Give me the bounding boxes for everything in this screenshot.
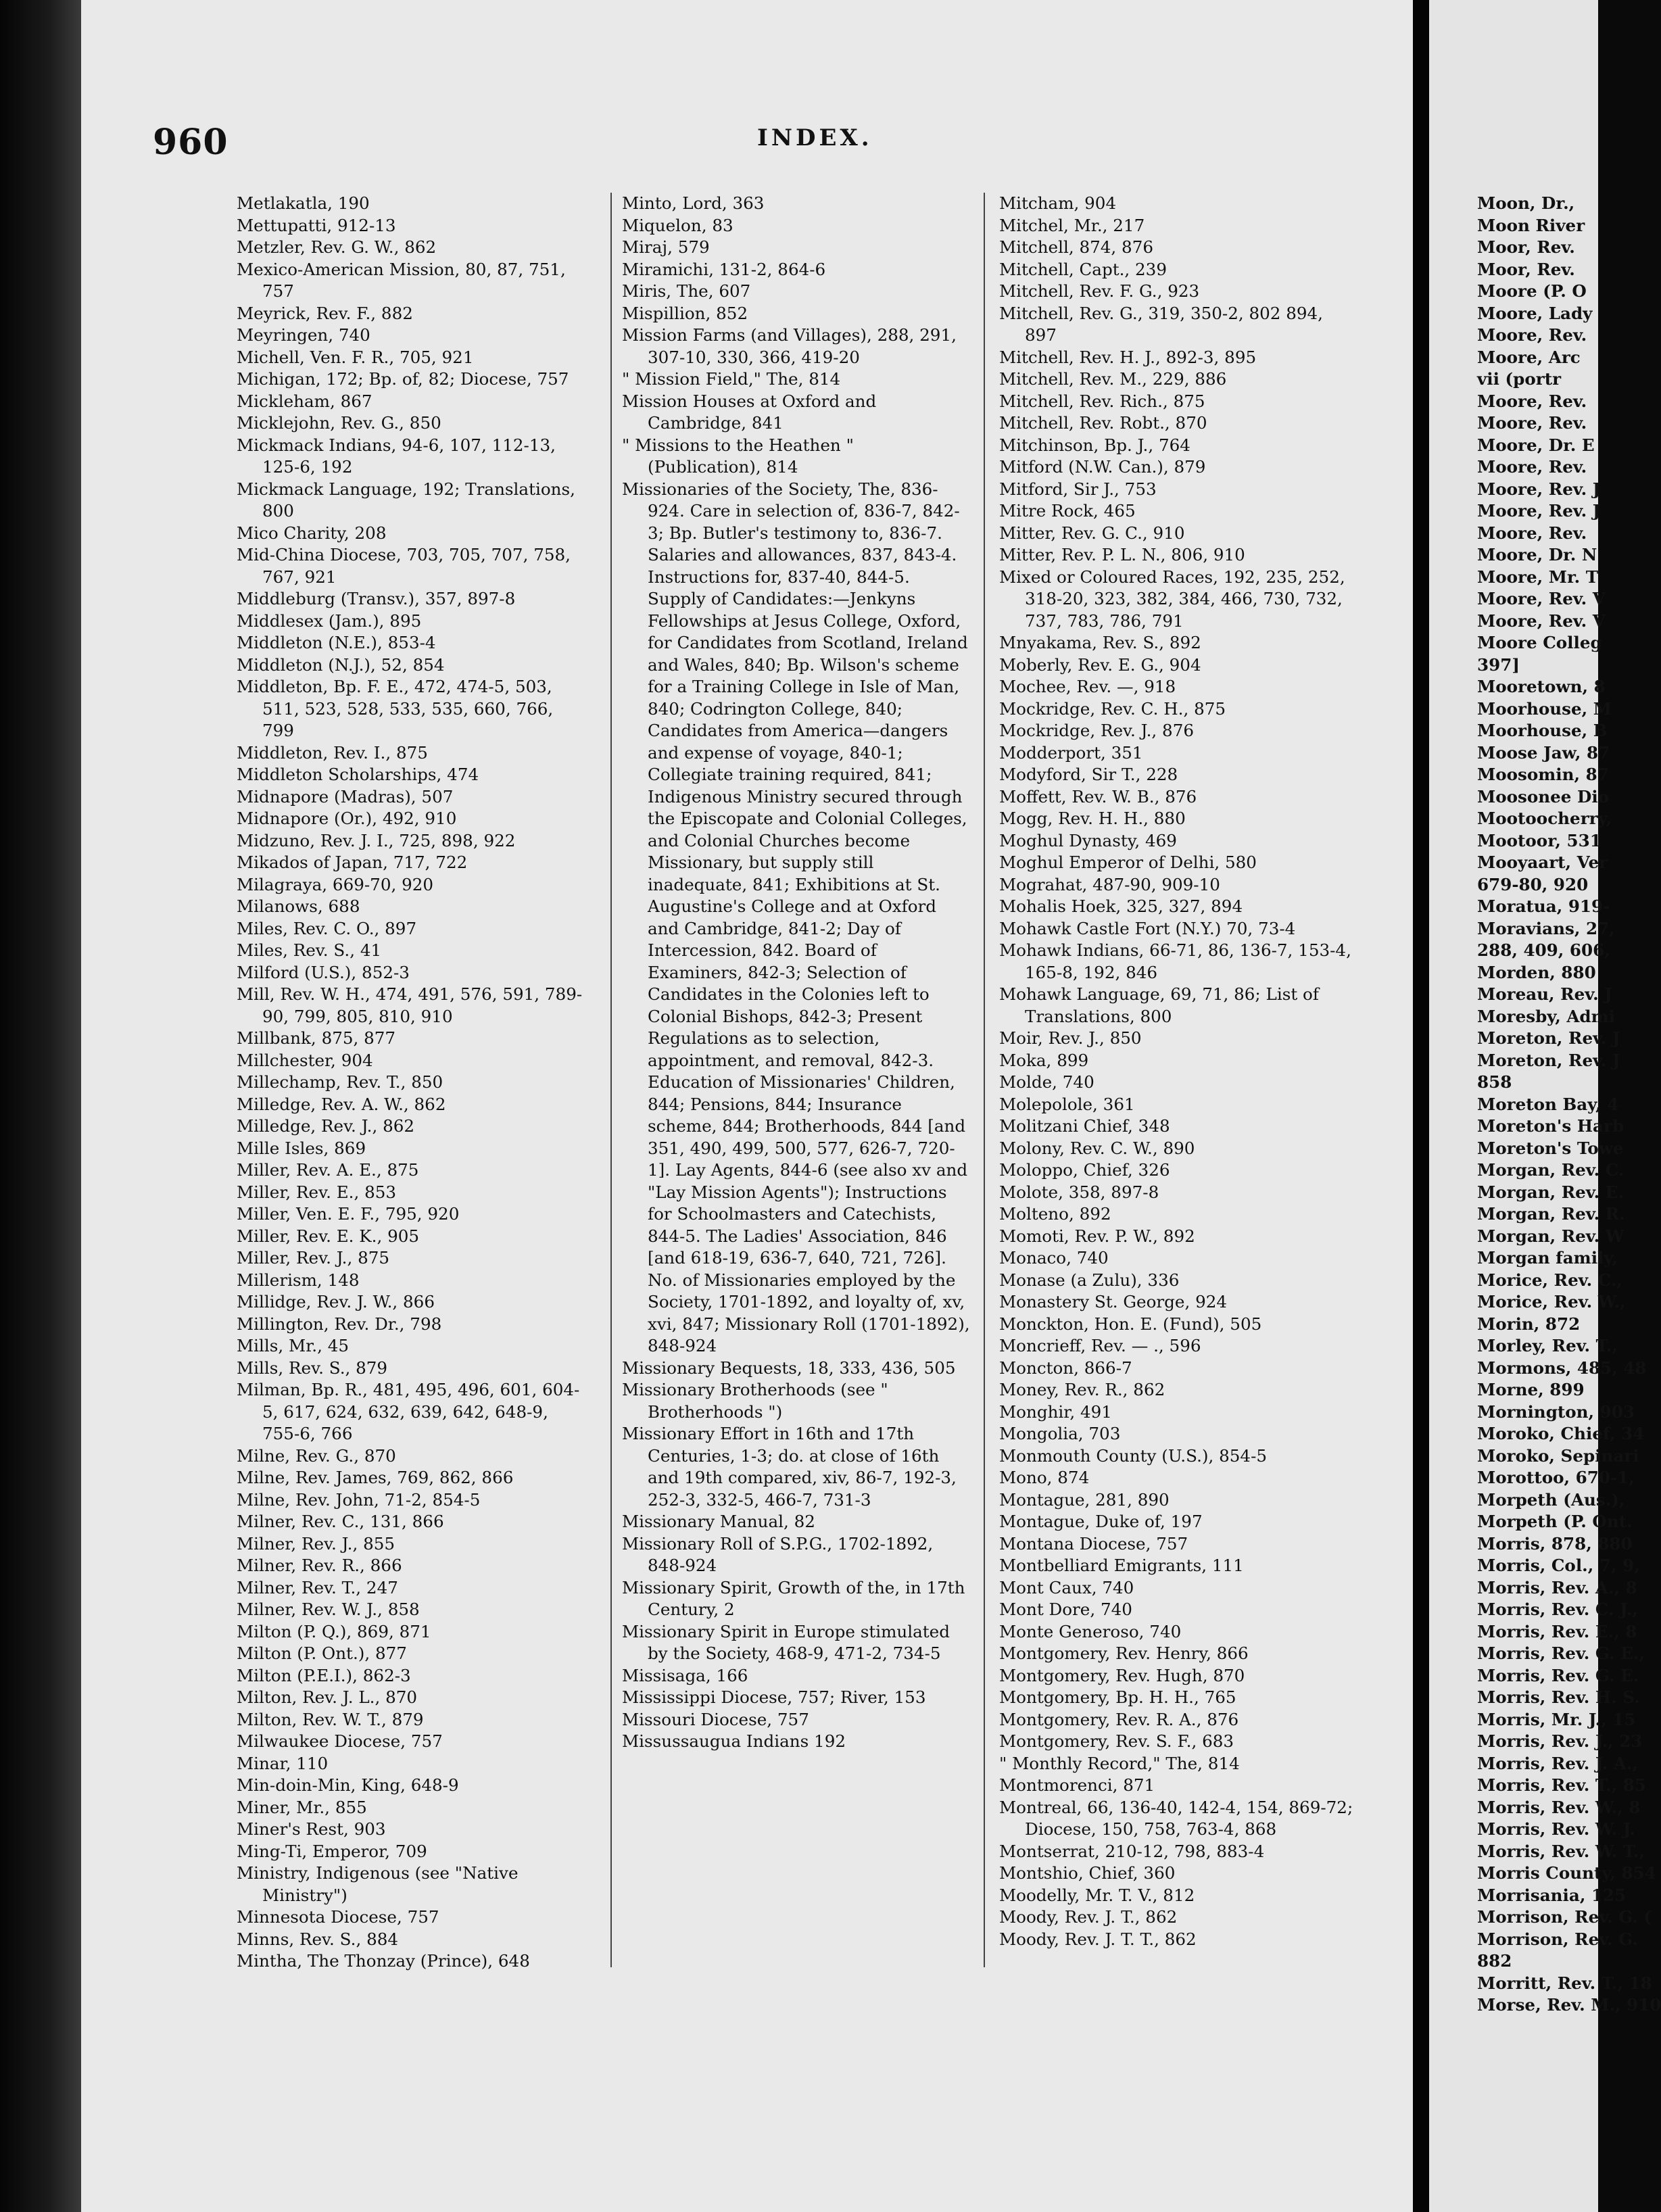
index-entry: Mill, Rev. W. H., 474, 491, 576, 591, 789-90, 799, 805, 810, 910 xyxy=(237,984,583,1026)
index-entry: Moorhouse, M xyxy=(1477,698,1612,719)
index-entry: Mohawk Indians, 66-71, 86, 136-7, 153-4, 165-8, 192, 846 xyxy=(999,940,1351,982)
index-entry: Middleton, Rev. I., 875 xyxy=(237,742,428,763)
index-entry: Moroko, Chief, 34 xyxy=(1477,1424,1645,1443)
index-entry: Morris, Rev. W. T., xyxy=(1477,1841,1645,1861)
index-entry: Mitchell, 874, 876 xyxy=(999,237,1153,257)
index-entry: Moore, Rev. V xyxy=(1477,610,1606,631)
index-entry: Mockridge, Rev. J., 876 xyxy=(999,721,1194,740)
column-rule xyxy=(984,193,985,1967)
index-entry: Mintha, The Thonzay (Prince), 648 xyxy=(237,1951,530,1971)
index-entry: Mohawk Language, 69, 71, 86; List of Translations, 800 xyxy=(999,984,1319,1026)
index-entry: Middleton (N.E.), 853-4 xyxy=(237,633,436,652)
index-entry: Modderport, 351 xyxy=(999,742,1143,763)
index-entry: Morgan, Rev. W xyxy=(1477,1226,1624,1246)
index-entry: Moffett, Rev. W. B., 876 xyxy=(999,786,1197,807)
index-entry: Mograhat, 487-90, 909-10 xyxy=(999,874,1220,894)
index-entry: Montmorenci, 871 xyxy=(999,1775,1155,1795)
index-entry: Monase (a Zulu), 336 xyxy=(999,1270,1180,1290)
index-entry: Mission Houses at Oxford and Cambridge, 841 xyxy=(622,391,877,433)
index-entry: Moore Colleg xyxy=(1477,633,1602,652)
index-entry: Moresby, Admi xyxy=(1477,1006,1615,1026)
index-entry: Moore, Rev. J xyxy=(1477,479,1601,499)
index-entry: Mitchinson, Bp. J., 764 xyxy=(999,435,1190,455)
index-entry: Montague, Duke of, 197 xyxy=(999,1512,1203,1531)
index-entry: Milton (P.E.I.), 862-3 xyxy=(237,1665,411,1685)
index-entry: Milner, Rev. T., 247 xyxy=(237,1577,398,1597)
index-entry: Milton, Rev. W. T., 879 xyxy=(237,1709,424,1729)
index-entry: Mitchell, Rev. H. J., 892-3, 895 xyxy=(999,347,1257,367)
index-entry: Molepolole, 361 xyxy=(999,1094,1135,1114)
index-entry: Moore, Rev. xyxy=(1477,391,1587,411)
index-entry: Missussaugua Indians 192 xyxy=(622,1731,846,1751)
index-entry: Monmouth County (U.S.), 854-5 xyxy=(999,1445,1268,1466)
index-entry: Midzuno, Rev. J. I., 725, 898, 922 xyxy=(237,830,516,850)
index-entry: Morris, Rev. E., 8 xyxy=(1477,1621,1637,1641)
index-entry: Montague, 281, 890 xyxy=(999,1489,1170,1510)
index-entry: Montana Diocese, 757 xyxy=(999,1533,1188,1554)
index-entry: Moor, Rev. xyxy=(1477,259,1575,279)
index-entry: Morgan, Rev. R. xyxy=(1477,1204,1625,1224)
index-entry: Morottoo, 670-1, xyxy=(1477,1468,1635,1487)
index-entry: Morris, Rev. T., 85 xyxy=(1477,1775,1646,1795)
index-entry: Ming-Ti, Emperor, 709 xyxy=(237,1841,427,1861)
index-entry: Moore, Rev. V xyxy=(1477,589,1606,608)
index-entry: Mixed or Coloured Races, 192, 235, 252, 318-20, 323, 382, 384, 466, 730, 732, 737, 783, 786, 791 xyxy=(999,567,1345,631)
index-entry: Mexico-American Mission, 80, 87, 751, 757 xyxy=(237,259,566,301)
index-entry: Mont Dore, 740 xyxy=(999,1600,1132,1619)
index-entry: Monaco, 740 xyxy=(999,1248,1109,1268)
index-entry: Milton, Rev. J. L., 870 xyxy=(237,1687,418,1707)
index-entry: Moghul Emperor of Delhi, 580 xyxy=(999,852,1257,872)
index-entry: Molony, Rev. C. W., 890 xyxy=(999,1138,1195,1158)
index-entry: Miris, The, 607 xyxy=(622,281,751,301)
index-entry: Molde, 740 xyxy=(999,1072,1094,1092)
index-entry: Mootoor, 531 xyxy=(1477,830,1602,850)
index-entry: Mille Isles, 869 xyxy=(237,1138,366,1158)
index-entry: Mission Farms (and Villages), 288, 291, 307-10, 330, 366, 419-20 xyxy=(622,325,957,367)
index-entry: Morrisania, 125 xyxy=(1477,1885,1627,1905)
index-entry: Mono, 874 xyxy=(999,1468,1090,1487)
index-entry: Montreal, 66, 136-40, 142-4, 154, 869-72; Diocese, 150, 758, 763-4, 868 xyxy=(999,1797,1353,1839)
index-entry: Morris, Rev. W. J. xyxy=(1477,1819,1636,1839)
index-entry: Morrison, Rev. G. xyxy=(1477,1929,1638,1949)
index-entry: Moore, Dr. E xyxy=(1477,435,1595,455)
index-entry: Mickmack Language, 192; Translations, 800 xyxy=(237,479,575,521)
index-entry: Mooyaart, Ver xyxy=(1477,852,1608,872)
index-entry: Mitter, Rev. G. C., 910 xyxy=(999,523,1185,543)
index-entry: Mico Charity, 208 xyxy=(237,523,387,543)
index-entry: Mochee, Rev. —, 918 xyxy=(999,677,1176,696)
index-entry: Miramichi, 131-2, 864-6 xyxy=(622,259,826,279)
index-entry: Morris, Rev. J. A., xyxy=(1477,1753,1638,1773)
index-entry: Morgan, Rev. E. xyxy=(1477,1182,1624,1202)
index-entry: Moroko, Sepinari xyxy=(1477,1445,1639,1466)
column-rule xyxy=(610,193,612,1967)
index-entry: Morris County, 854 xyxy=(1477,1863,1656,1883)
index-entry: Montbelliard Emigrants, 111 xyxy=(999,1556,1244,1575)
index-entry: 679-80, 920 xyxy=(1477,874,1589,894)
index-entry: Miner's Rest, 903 xyxy=(237,1819,386,1839)
index-entry: Minar, 110 xyxy=(237,1753,329,1773)
index-entry: Moreton's Harb xyxy=(1477,1116,1624,1136)
index-entry: Mitchell, Rev. Robt., 870 xyxy=(999,413,1207,433)
index-entry: Morice, Rev. W., xyxy=(1477,1292,1626,1312)
index-entry: Mills, Mr., 45 xyxy=(237,1336,350,1355)
index-entry: Morris, Rev. H. S. xyxy=(1477,1687,1640,1707)
index-entry: Millerism, 148 xyxy=(237,1270,360,1290)
index-entry: Moore, Dr. N xyxy=(1477,545,1597,564)
index-entry: Milne, Rev. James, 769, 862, 866 xyxy=(237,1468,514,1487)
index-entry: Morris, Col., 7, 9, xyxy=(1477,1556,1640,1575)
index-entry: vii (portr xyxy=(1477,369,1562,389)
index-entry: Mitchell, Capt., 239 xyxy=(999,259,1167,279)
index-entry: Middlesex (Jam.), 895 xyxy=(237,610,422,631)
index-entry: Missionary Brotherhoods (see " Brotherhoods ") xyxy=(622,1380,888,1422)
index-entry: Mogg, Rev. H. H., 880 xyxy=(999,809,1186,828)
index-entry: Mnyakama, Rev. S., 892 xyxy=(999,633,1201,652)
index-entry: Milwaukee Diocese, 757 xyxy=(237,1731,443,1751)
index-entry: Moore (P. O xyxy=(1477,281,1587,301)
index-entry: Morice, Rev. C., xyxy=(1477,1270,1622,1290)
index-entry: Moose Jaw, 87 xyxy=(1477,742,1610,763)
index-entry: Missionary Spirit in Europe stimulated by the Society, 468-9, 471-2, 734-5 xyxy=(622,1621,950,1663)
index-entry: Moravians, 27, xyxy=(1477,918,1615,938)
index-entry: Milman, Bp. R., 481, 495, 496, 601, 604-5, 617, 624, 632, 639, 642, 648-9, 755-6, 766 xyxy=(237,1380,580,1443)
index-entry: Mickmack Indians, 94-6, 107, 112-13, 125-6, 192 xyxy=(237,435,556,477)
index-entry: Milford (U.S.), 852-3 xyxy=(237,962,410,982)
index-entry: Mickleham, 867 xyxy=(237,391,372,411)
index-entry: Milledge, Rev. J., 862 xyxy=(237,1116,415,1136)
index-entry: Moloppo, Chief, 326 xyxy=(999,1160,1170,1180)
index-entry: Montgomery, Rev. S. F., 683 xyxy=(999,1731,1234,1751)
index-column-1 xyxy=(237,193,588,1973)
index-entry: Morden, 880 xyxy=(1477,962,1596,982)
index-entry: Ministry, Indigenous (see "Native Ministry") xyxy=(237,1863,519,1905)
index-entry: Monte Generoso, 740 xyxy=(999,1621,1182,1641)
index-entry: Midnapore (Madras), 507 xyxy=(237,786,454,807)
index-entry: Morris, Rev. A., 8 xyxy=(1477,1577,1637,1597)
index-entry: Morne, 899 xyxy=(1477,1380,1585,1399)
index-entry: Mitchell, Rev. G., 319, 350-2, 802 894, 897 xyxy=(999,303,1324,345)
index-entry: Moreton, Rev. J xyxy=(1477,1028,1620,1048)
index-entry: Moore, Rev. xyxy=(1477,457,1587,477)
index-entry: Miquelon, 83 xyxy=(622,215,733,235)
index-entry: Moreau, Rev. J xyxy=(1477,984,1612,1004)
index-entry: Missouri Diocese, 757 xyxy=(622,1709,809,1729)
index-entry: Meyrick, Rev. F., 882 xyxy=(237,303,413,323)
index-entry: Mitchell, Rev. F. G., 923 xyxy=(999,281,1200,301)
index-entry: Molitzani Chief, 348 xyxy=(999,1116,1170,1136)
index-entry: Mitre Rock, 465 xyxy=(999,501,1136,521)
index-entry: Mitford, Sir J., 753 xyxy=(999,479,1157,499)
index-entry: Morris, Rev. C. J., xyxy=(1477,1600,1638,1619)
index-entry: Metlakatla, 190 xyxy=(237,193,370,213)
index-entry: Morris, Mr. J., 15 xyxy=(1477,1709,1636,1729)
index-entry: Middleton Scholarships, 474 xyxy=(237,765,479,784)
index-entry: Morgan family, xyxy=(1477,1248,1618,1268)
index-entry: Mississippi Diocese, 757; River, 153 xyxy=(622,1687,926,1707)
index-entry: Mormons, 485, 48 xyxy=(1477,1357,1647,1378)
index-entry: Missionary Manual, 82 xyxy=(622,1512,815,1531)
index-entry: Monckton, Hon. E. (Fund), 505 xyxy=(999,1314,1262,1334)
index-entry: Moor, Rev. xyxy=(1477,237,1575,257)
index-entry: Moore, Rev. xyxy=(1477,413,1587,433)
index-entry: Mont Caux, 740 xyxy=(999,1577,1134,1597)
index-entry: Molteno, 892 xyxy=(999,1204,1111,1224)
index-entry: 288, 409, 606, xyxy=(1477,940,1610,960)
index-entry: Miller, Rev. E. K., 905 xyxy=(237,1226,420,1246)
index-entry: Mockridge, Rev. C. H., 875 xyxy=(999,698,1226,719)
index-entry: Mongolia, 703 xyxy=(999,1424,1121,1443)
index-entry: Missionary Spirit, Growth of the, in 17th Century, 2 xyxy=(622,1577,965,1619)
index-entry: Milner, Rev. R., 866 xyxy=(237,1556,402,1575)
index-entry: Mitchell, Rev. M., 229, 886 xyxy=(999,369,1227,389)
index-entry: Millchester, 904 xyxy=(237,1050,373,1070)
index-entry: Miles, Rev. S., 41 xyxy=(237,940,382,960)
index-entry: Mitchel, Mr., 217 xyxy=(999,215,1145,235)
index-entry: Minto, Lord, 363 xyxy=(622,193,765,213)
index-entry: Montgomery, Rev. R. A., 876 xyxy=(999,1709,1239,1729)
index-entry: Millidge, Rev. J. W., 866 xyxy=(237,1292,435,1312)
index-entry: Molote, 358, 897-8 xyxy=(999,1182,1159,1202)
index-entry: Miller, Rev. J., 875 xyxy=(237,1248,390,1268)
index-entry: Moorhouse, B xyxy=(1477,721,1608,740)
index-entry: Mohalis Hoek, 325, 327, 894 xyxy=(999,896,1243,916)
page-number: 960 xyxy=(153,122,228,163)
index-entry: Meyringen, 740 xyxy=(237,325,370,345)
index-entry: Montgomery, Rev. Henry, 866 xyxy=(999,1643,1249,1663)
index-entry: Millechamp, Rev. T., 850 xyxy=(237,1072,443,1092)
index-entry: Miles, Rev. C. O., 897 xyxy=(237,918,417,938)
index-entry: Millington, Rev. Dr., 798 xyxy=(237,1314,442,1334)
index-entry: Mitter, Rev. P. L. N., 806, 910 xyxy=(999,545,1245,564)
index-entry: Moore, Lady xyxy=(1477,303,1593,323)
gutter-shadow xyxy=(1413,0,1429,2212)
index-entry: Mettupatti, 912-13 xyxy=(237,215,396,235)
index-entry: Milne, Rev. G., 870 xyxy=(237,1445,396,1466)
index-entry: Minns, Rev. S., 884 xyxy=(237,1929,399,1949)
index-entry: Milton (P. Ont.), 877 xyxy=(237,1643,407,1663)
index-entry: Milanows, 688 xyxy=(237,896,360,916)
index-entry: Middleton, Bp. F. E., 472, 474-5, 503, 511, 523, 528, 533, 535, 660, 766, 799 xyxy=(237,677,554,740)
index-entry: Montserrat, 210-12, 798, 883-4 xyxy=(999,1841,1265,1861)
index-entry: Milagraya, 669-70, 920 xyxy=(237,874,434,894)
index-entry: Miller, Rev. A. E., 875 xyxy=(237,1160,419,1180)
index-entry: Morse, Rev. M., 910 xyxy=(1477,1995,1661,2015)
index-entry: Modyford, Sir T., 228 xyxy=(999,765,1178,784)
index-entry: Moon River xyxy=(1477,215,1585,235)
index-entry: Missionary Effort in 16th and 17th Centuries, 1-3; do. at close of 16th and 19th compared, xiv, 86-7, 192-3, 252-3, 332-5, 466-7, 731-3 xyxy=(622,1424,957,1510)
index-entry: Millbank, 875, 877 xyxy=(237,1028,396,1048)
index-entry: Milne, Rev. John, 71-2, 854-5 xyxy=(237,1489,481,1510)
index-entry: Moore, Rev. xyxy=(1477,523,1587,543)
index-entry: Monastery St. George, 924 xyxy=(999,1292,1228,1312)
index-entry: Michell, Ven. F. R., 705, 921 xyxy=(237,347,474,367)
index-entry: Moore, Rev. xyxy=(1477,325,1587,345)
index-entry: Midnapore (Or.), 492, 910 xyxy=(237,809,457,828)
index-entry: Moir, Rev. J., 850 xyxy=(999,1028,1142,1048)
index-entry: Morris, Rev. G. E. xyxy=(1477,1665,1639,1685)
index-entry: Morris, Rev. W., 8 xyxy=(1477,1797,1641,1817)
index-entry: Mikados of Japan, 717, 722 xyxy=(237,852,468,872)
index-entry: Moghul Dynasty, 469 xyxy=(999,830,1177,850)
index-entry: Morrison, Rev. G. ( xyxy=(1477,1907,1652,1927)
index-entry: Montgomery, Rev. Hugh, 870 xyxy=(999,1665,1245,1685)
index-entry: Montshio, Chief, 360 xyxy=(999,1863,1176,1883)
index-entry: Michigan, 172; Bp. of, 82; Diocese, 757 xyxy=(237,369,569,389)
index-entry: Mootoocherry, xyxy=(1477,809,1612,828)
index-entry: Moodelly, Mr. T. V., 812 xyxy=(999,1885,1195,1905)
index-entry: Momoti, Rev. P. W., 892 xyxy=(999,1226,1195,1246)
index-entry: Miner, Mr., 855 xyxy=(237,1797,367,1817)
index-entry: Milner, Rev. W. J., 858 xyxy=(237,1600,420,1619)
index-entry: Miller, Rev. E., 853 xyxy=(237,1182,397,1202)
index-entry: Morris, Rev. J., 23 xyxy=(1477,1731,1643,1751)
index-entry: Moore, Arc xyxy=(1477,347,1581,367)
index-entry: Moncton, 866-7 xyxy=(999,1357,1132,1378)
index-entry: Moosomin, 87 xyxy=(1477,765,1609,784)
index-entry: Mitcham, 904 xyxy=(999,193,1117,213)
index-entry: Money, Rev. R., 862 xyxy=(999,1380,1165,1399)
index-entry: Mills, Rev. S., 879 xyxy=(237,1357,388,1378)
index-entry: Milner, Rev. J., 855 xyxy=(237,1533,395,1554)
index-entry: 882 xyxy=(1477,1951,1512,1971)
index-entry: Min-doin-Min, King, 648-9 xyxy=(237,1775,459,1795)
index-entry: Miller, Ven. E. F., 795, 920 xyxy=(237,1204,460,1224)
index-entry: Middleburg (Transv.), 357, 897-8 xyxy=(237,589,516,608)
index-entry: Morritt, Rev. T., 18 xyxy=(1477,1973,1652,1993)
index-entry: Moreton's Towe xyxy=(1477,1138,1624,1158)
index-entry: Moore, Rev. J xyxy=(1477,501,1601,521)
index-entry: Milton (P. Q.), 869, 871 xyxy=(237,1621,431,1641)
index-entry: Morris, 878, 880 xyxy=(1477,1533,1633,1554)
index-entry: Micklejohn, Rev. G., 850 xyxy=(237,413,441,433)
index-entry: Mornington, 903 xyxy=(1477,1401,1635,1422)
index-entry: Mitchell, Rev. Rich., 875 xyxy=(999,391,1205,411)
index-entry: Moody, Rev. J. T., 862 xyxy=(999,1907,1178,1927)
index-entry: " Monthly Record," The, 814 xyxy=(999,1753,1240,1773)
index-entry: Mispillion, 852 xyxy=(622,303,748,323)
index-entry: Middleton (N.J.), 52, 854 xyxy=(237,654,445,675)
index-entry: Moosonee Dio xyxy=(1477,786,1610,807)
index-entry: Moon, Dr., xyxy=(1477,193,1575,213)
index-column-4-partial xyxy=(1477,193,1661,2017)
index-entry: Mooretown, 8 xyxy=(1477,677,1606,696)
index-entry: Moratua, 919- xyxy=(1477,896,1610,916)
index-entry: Metzler, Rev. G. W., 862 xyxy=(237,237,437,257)
index-entry: " Missions to the Heathen " (Publication), 814 xyxy=(622,435,854,477)
index-entry: Missionary Bequests, 18, 333, 436, 505 xyxy=(622,1357,956,1378)
index-entry: Minnesota Diocese, 757 xyxy=(237,1907,439,1927)
running-head: INDEX. xyxy=(757,124,873,151)
index-entry: Moncrieff, Rev. — ., 596 xyxy=(999,1336,1201,1355)
index-entry: Moberly, Rev. E. G., 904 xyxy=(999,654,1201,675)
index-entry: Moreton Bay, 4 xyxy=(1477,1094,1619,1114)
index-entry: Moreton, Rev. J xyxy=(1477,1050,1620,1070)
index-entry: Moka, 899 xyxy=(999,1050,1089,1070)
index-entry: Morpeth (P. Ont. xyxy=(1477,1512,1633,1531)
index-column-2 xyxy=(622,193,970,1753)
index-entry: " Mission Field," The, 814 xyxy=(622,369,841,389)
index-entry: Morpeth (Aus.), xyxy=(1477,1489,1625,1510)
index-entry: 397] xyxy=(1477,654,1520,675)
index-entry: Morgan, Rev. C. xyxy=(1477,1160,1624,1180)
left-binding-shadow xyxy=(0,0,81,2212)
index-entry: Montgomery, Bp. H. H., 765 xyxy=(999,1687,1236,1707)
index-entry: Monghir, 491 xyxy=(999,1401,1112,1422)
index-entry: Mid-China Diocese, 703, 705, 707, 758, 767, 921 xyxy=(237,545,571,587)
index-entry: Milner, Rev. C., 131, 866 xyxy=(237,1512,444,1531)
index-entry: Milledge, Rev. A. W., 862 xyxy=(237,1094,446,1114)
index-entry: Moody, Rev. J. T. T., 862 xyxy=(999,1929,1197,1949)
index-entry: Mohawk Castle Fort (N.Y.) 70, 73-4 xyxy=(999,918,1296,938)
index-entry: Morris, Rev. G. E., xyxy=(1477,1643,1645,1663)
index-entry: Mitford (N.W. Can.), 879 xyxy=(999,457,1206,477)
index-entry: Missionary Roll of S.P.G., 1702-1892, 848-924 xyxy=(622,1533,934,1575)
index-entry: Morin, 872 xyxy=(1477,1314,1581,1334)
index-entry: 858 xyxy=(1477,1072,1512,1092)
index-entry: Missisaga, 166 xyxy=(622,1665,748,1685)
index-column-3 xyxy=(999,193,1357,1950)
index-entry: Missionaries of the Society, The, 836-924. Care in selection of, 836-7, 842-3; Bp. Butler's testimony to, 836-7. Salaries and allowances, 837, 843-4. Instructions for, 837-40, 844-5. Supply of Candidates:—Jenkyns Fellowships at Jesus College, Oxford, for Candidates from Scotland, Ireland and Wales, 840; Bp. Wilson's scheme for a Training College in Isle of Man, 840; Codrington College, 840; Candidates from America—dangers and expense of voyage, 840-1; Collegiate training required, 841; Indigenous Ministry secured through the Episcopate and Colonial Colleges, and Colonial Churches become Missionary, but supply still inadequate, 841; Exhibitions at St. Augustine's College and at Oxford and Cambridge, 841-2; Day of Intercession, 842. Board of Examiners, 842-3; Selection of Candidates in the Colonies left to Colonial Bishops, 842-3; Present Regulations as to selection, appointment, and removal, 842-3. Education of Missionaries' Children, 844; Pensions, 844; Insurance scheme, 844; Brotherhoods, 844 [and 351, 490, 499, 500, 577, 626-7, 720-1]. Lay Agents, 844-6 (see also xv and "Lay Mission Agents"); Instructions for Schoolmasters and Catechists, 844-5. The Ladies' Association, 846 [and 618-19, 636-7, 640, 721, 726]. No. of Missionaries employed by the Society, 1701-1892, and loyalty of, xv, xvi, 847; Missionary Roll (1701-1892), 848-924 xyxy=(622,479,970,1355)
index-entry: Moore, Mr. T xyxy=(1477,567,1599,587)
index-entry: Morley, Rev. T., xyxy=(1477,1336,1618,1355)
index-entry: Miraj, 579 xyxy=(622,237,710,257)
